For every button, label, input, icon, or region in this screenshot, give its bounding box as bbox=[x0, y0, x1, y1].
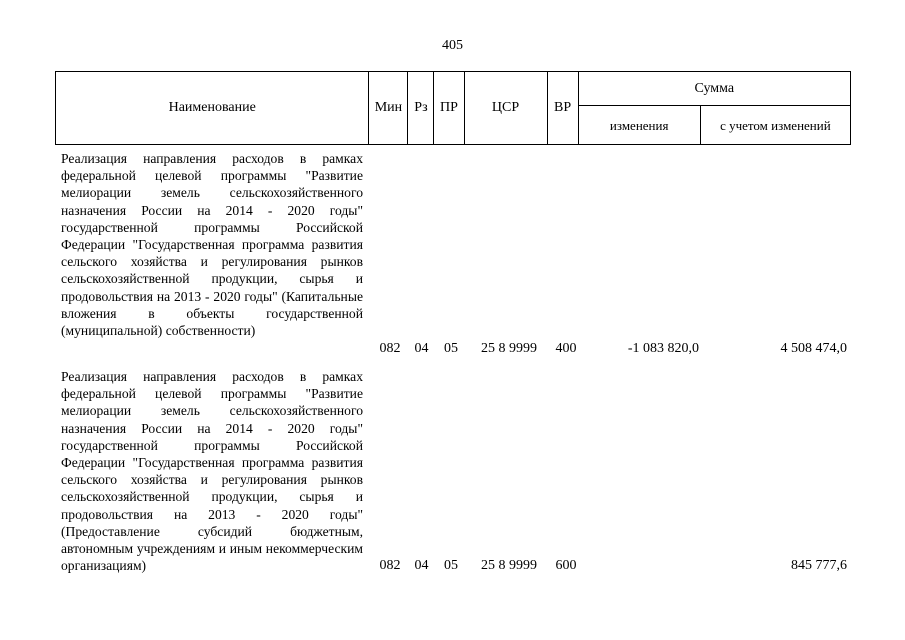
row-s-uchetom: 4 508 474,0 bbox=[780, 341, 847, 356]
row-izmeneniya: -1 083 820,0 bbox=[627, 341, 699, 356]
header-pr: ПР bbox=[434, 72, 464, 145]
row-rz: 04 bbox=[414, 558, 429, 573]
row-vr: 400 bbox=[555, 341, 577, 356]
header-rz: Рз bbox=[408, 72, 434, 145]
header-summa: Сумма bbox=[578, 72, 850, 106]
header-vr: ВР bbox=[547, 72, 578, 145]
row-rz: 04 bbox=[414, 341, 429, 356]
row-name: Реализация направления расходов в рамках федеральной целевой программы "Развитие мелиорации земель сельскохозяйственного назначения России на 2014 - 2020 годы" государственной программы Российской Федерации "Государственная программа развития сельского хозяйства и регулирования рынков сельскохозяйственной продукции, сырья и продовольствия на 2013 - 2020 годы" (Капитальные вложения в объекты государственной (муниципальной) собственности) bbox=[61, 151, 363, 339]
row-s-uchetom: 845 777,6 bbox=[791, 558, 847, 573]
table-header bbox=[55, 71, 851, 145]
row-pr: 05 bbox=[444, 341, 458, 356]
page-number: 405 bbox=[442, 38, 463, 53]
header-csr: ЦСР bbox=[464, 72, 547, 145]
row-min: 082 bbox=[379, 341, 401, 356]
row-name: Реализация направления расходов в рамках федеральной целевой программы "Развитие мелиорации земель сельскохозяйственного назначения России на 2014 - 2020 годы" государственной программы Российской Федерации "Государственная программа развития сельского хозяйства и регулирования рынков сельскохозяйственной продукции, сырья и продовольствия на 2013 - 2020 годы" (Предоставление субсидий бюджетным, автономным учреждениям и иным некоммерческим организациям) bbox=[61, 369, 363, 574]
row-csr: 25 8 9999 bbox=[481, 341, 537, 356]
header-name: Наименование bbox=[56, 72, 369, 145]
row-min: 082 bbox=[379, 558, 401, 573]
row-pr: 05 bbox=[444, 558, 458, 573]
row-csr: 25 8 9999 bbox=[481, 558, 537, 573]
header-min: Мин bbox=[369, 72, 408, 145]
header-izmeneniya: изменения bbox=[578, 106, 700, 145]
header-s-uchetom: с учетом изменений bbox=[700, 106, 850, 145]
row-vr: 600 bbox=[555, 558, 577, 573]
